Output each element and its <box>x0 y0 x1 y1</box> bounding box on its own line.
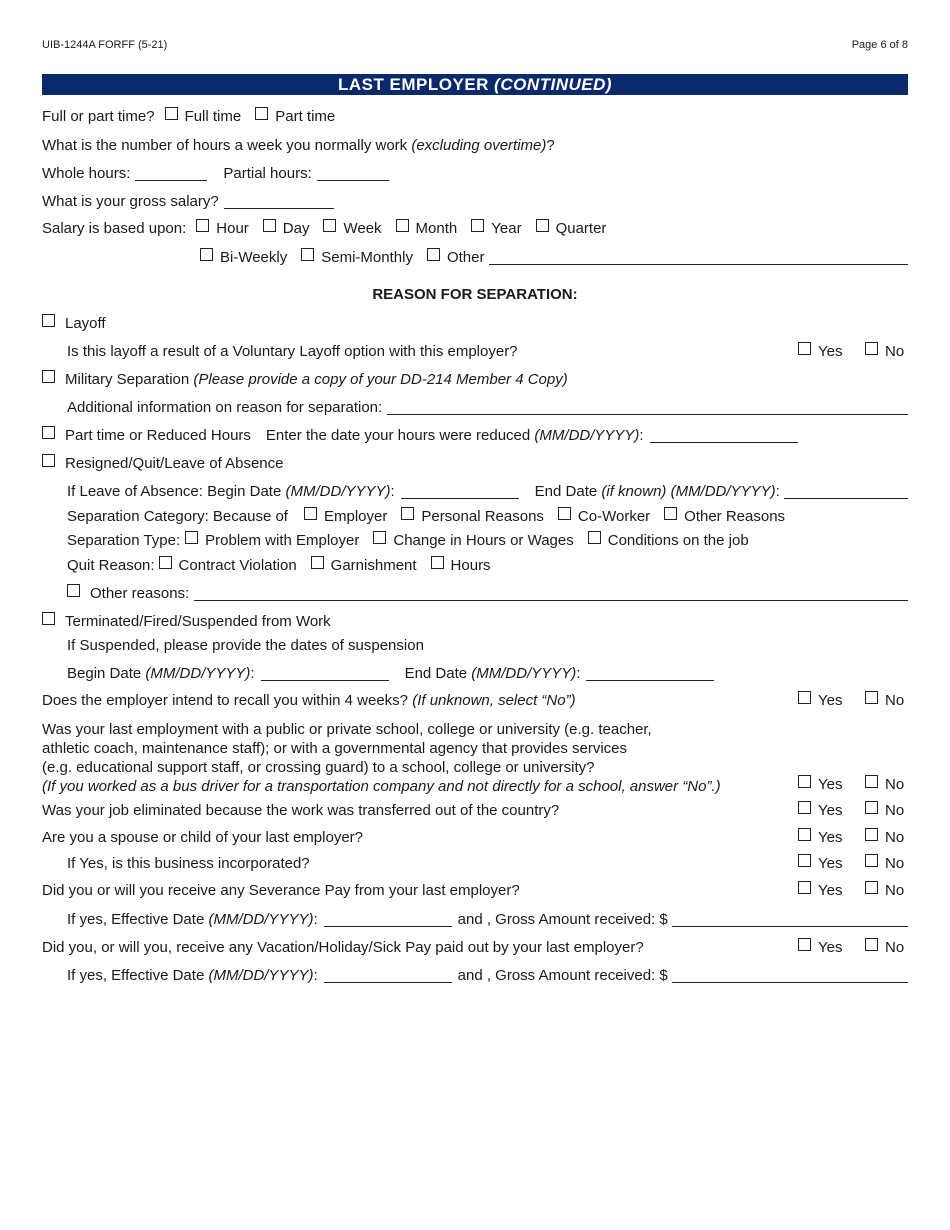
salary-semimonthly-checkbox[interactable] <box>301 248 314 261</box>
loa-end-field[interactable] <box>784 483 908 499</box>
hours-question <box>42 134 555 156</box>
loa-end-format: (if known) (MM/DD/YYYY) <box>601 482 776 500</box>
additional-info-row <box>67 396 908 418</box>
type-problem-employer-label: Problem with Employer <box>205 531 360 549</box>
separation-category-label: Separation Category: Because of <box>67 507 288 525</box>
recall-yes-checkbox[interactable] <box>798 691 811 704</box>
severance-question: Did you or will you receive any Severance Pay from your last employer? <box>42 881 520 899</box>
section-title-continued: (CONTINUED) <box>494 75 613 94</box>
spouse-yes-checkbox[interactable] <box>798 828 811 841</box>
no-label: No <box>885 881 905 899</box>
recall-question <box>42 689 576 711</box>
no-label: No <box>885 801 905 819</box>
separation-type-label: Separation Type: <box>67 531 181 549</box>
type-change-hours-checkbox[interactable] <box>373 531 386 544</box>
gross-salary-field[interactable] <box>224 193 334 209</box>
suspension-end-format: (MM/DD/YYYY) <box>471 664 577 682</box>
salary-year-label: Year <box>491 219 522 237</box>
reduced-date-field[interactable] <box>650 427 798 443</box>
yes-label: Yes <box>818 342 843 360</box>
yes-label: Yes <box>818 691 843 709</box>
voluntary-layoff-no-checkbox[interactable] <box>865 342 878 355</box>
layoff-label: Layoff <box>65 314 106 332</box>
military-note: (Please provide a copy of your DD-214 Member 4 Copy) <box>193 370 568 388</box>
full-time-label: Full time <box>184 107 242 125</box>
no-label: No <box>885 775 905 793</box>
type-change-hours-label: Change in Hours or Wages <box>393 531 574 549</box>
quit-hours-checkbox[interactable] <box>431 556 444 569</box>
other-reasons-row <box>67 582 908 604</box>
yes-label: Yes <box>818 801 843 819</box>
terminated-label: Terminated/Fired/Suspended from Work <box>65 612 331 630</box>
spouse-question: Are you a spouse or child of your last employer? <box>42 828 363 846</box>
suspension-begin-format: (MM/DD/YYYY) <box>145 664 251 682</box>
salary-quarter-label: Quarter <box>555 219 607 237</box>
school-question <box>42 720 721 796</box>
vacation-question: Did you, or will you, receive any Vacation/Holiday/Sick Pay paid out by your last employer? <box>42 938 644 956</box>
colon: : <box>250 664 255 682</box>
form-id: UIB-1244A FORFF (5-21) <box>42 39 168 51</box>
partial-hours-label: Partial hours: <box>223 164 312 182</box>
recall-question-text: Does the employer intend to recall you within 4 weeks? <box>42 691 409 709</box>
yes-label: Yes <box>818 938 843 956</box>
school-question-line-1: Was your last employment with a public or private school, college or university (e.g. teacher, <box>42 721 652 738</box>
yes-label: Yes <box>818 881 843 899</box>
incorporated-no-checkbox[interactable] <box>865 854 878 867</box>
salary-day-label: Day <box>282 219 310 237</box>
severance-yes-checkbox[interactable] <box>798 881 811 894</box>
spouse-yes-no <box>798 826 910 848</box>
incorporated-yes-checkbox[interactable] <box>798 854 811 867</box>
reason-for-separation-heading: REASON FOR SEPARATION: <box>372 286 578 303</box>
no-label: No <box>885 854 905 872</box>
resigned-label: Resigned/Quit/Leave of Absence <box>65 454 284 472</box>
no-label: No <box>885 691 905 709</box>
suspension-end-label: End Date <box>404 664 468 682</box>
severance-date-field[interactable] <box>324 911 452 927</box>
vacation-gross-label: and , Gross Amount received: $ <box>457 966 668 984</box>
quit-garnishment-label: Garnishment <box>330 556 417 574</box>
category-personal-label: Personal Reasons <box>421 507 544 525</box>
severance-effective-label: If yes, Effective Date <box>67 910 205 928</box>
category-other-label: Other Reasons <box>684 507 786 525</box>
loa-begin-label: If Leave of Absence: Begin Date <box>67 482 282 500</box>
salary-week-checkbox[interactable] <box>323 219 336 232</box>
voluntary-layoff-yes-checkbox[interactable] <box>798 342 811 355</box>
school-question-line-3: (e.g. educational support staff, or crossing guard) to a school, college or university? <box>42 759 595 776</box>
category-employer-checkbox[interactable] <box>304 507 317 520</box>
terminated-row <box>42 610 331 632</box>
salary-month-label: Month <box>415 219 458 237</box>
terminated-checkbox[interactable] <box>42 612 55 625</box>
colon: : <box>775 482 780 500</box>
type-conditions-checkbox[interactable] <box>588 531 601 544</box>
severance-yes-no <box>798 879 910 901</box>
voluntary-layoff-yes-no <box>798 340 910 362</box>
resigned-row <box>42 452 283 474</box>
school-yes-no <box>798 773 910 795</box>
category-other-checkbox[interactable] <box>664 507 677 520</box>
severance-gross-label: and , Gross Amount received: $ <box>457 910 668 928</box>
category-employer-label: Employer <box>323 507 388 525</box>
voluntary-layoff-question: Is this layoff a result of a Voluntary Layoff option with this employer? <box>67 342 518 360</box>
layoff-row <box>42 312 106 334</box>
additional-info-field[interactable] <box>387 399 908 415</box>
salary-hour-checkbox[interactable] <box>196 219 209 232</box>
category-coworker-label: Co-Worker <box>577 507 651 525</box>
salary-other-field[interactable] <box>489 249 908 265</box>
quit-garnishment-checkbox[interactable] <box>311 556 324 569</box>
salary-basis-label: Salary is based upon: <box>42 219 187 237</box>
yes-label: Yes <box>818 775 843 793</box>
eliminated-no-checkbox[interactable] <box>865 801 878 814</box>
reduced-date-format: (MM/DD/YYYY) <box>534 426 640 444</box>
vacation-amount-field[interactable] <box>672 967 908 983</box>
part-time-checkbox[interactable] <box>255 107 268 120</box>
recall-question-note: (If unknown, select “No”) <box>412 691 576 709</box>
quit-contract-checkbox[interactable] <box>159 556 172 569</box>
salary-hour-label: Hour <box>216 219 249 237</box>
hours-question-mark: ? <box>546 136 555 154</box>
suspension-end-field[interactable] <box>586 665 714 681</box>
vacation-effective-label: If yes, Effective Date <box>67 966 205 984</box>
salary-basis-row-1 <box>42 217 620 239</box>
hours-question-text: What is the number of hours a week you normally work <box>42 136 408 154</box>
no-label: No <box>885 938 905 956</box>
suspended-note: If Suspended, please provide the dates of suspension <box>67 636 424 654</box>
reduced-date-label: Enter the date your hours were reduced <box>265 426 531 444</box>
type-problem-employer-checkbox[interactable] <box>185 531 198 544</box>
salary-other-label: Other <box>446 248 485 266</box>
suspension-dates-row <box>67 662 714 684</box>
other-reasons-label: Other reasons: <box>90 584 190 602</box>
vacation-details-row <box>67 964 908 986</box>
reduced-hours-row <box>42 424 798 446</box>
colon: : <box>576 664 581 682</box>
military-label: Military Separation <box>65 370 190 388</box>
other-reasons-checkbox[interactable] <box>67 584 80 597</box>
full-time-checkbox[interactable] <box>165 107 178 120</box>
salary-biweekly-checkbox[interactable] <box>200 248 213 261</box>
suspension-begin-label: Begin Date <box>67 664 142 682</box>
recall-yes-no <box>798 689 910 711</box>
vacation-yes-checkbox[interactable] <box>798 938 811 951</box>
page-number: Page 6 of 8 <box>851 39 908 51</box>
partial-hours-field[interactable] <box>317 165 389 181</box>
job-eliminated-yes-no <box>798 799 910 821</box>
reduced-hours-checkbox[interactable] <box>42 426 55 439</box>
whole-hours-label: Whole hours: <box>42 164 131 182</box>
salary-row <box>42 190 334 212</box>
vacation-date-field[interactable] <box>324 967 452 983</box>
category-coworker-checkbox[interactable] <box>558 507 571 520</box>
category-personal-checkbox[interactable] <box>401 507 414 520</box>
resigned-checkbox[interactable] <box>42 454 55 467</box>
reduced-hours-label: Part time or Reduced Hours <box>65 426 251 444</box>
incorporated-question: If Yes, is this business incorporated? <box>67 854 310 872</box>
quit-hours-label: Hours <box>450 556 491 574</box>
salary-other-checkbox[interactable] <box>427 248 440 261</box>
section-title-band <box>42 74 908 95</box>
salary-biweekly-label: Bi-Weekly <box>220 248 288 266</box>
severance-no-checkbox[interactable] <box>865 881 878 894</box>
gross-salary-label: What is your gross salary? <box>42 192 219 210</box>
salary-basis-row-2 <box>200 246 908 268</box>
separation-type-row <box>67 529 763 551</box>
salary-week-label: Week <box>343 219 382 237</box>
quit-reason-label: Quit Reason: <box>67 556 155 574</box>
additional-info-label: Additional information on reason for separation: <box>67 398 383 416</box>
job-eliminated-question: Was your job eliminated because the work was transferred out of the country? <box>42 801 560 819</box>
separation-category-row <box>67 505 799 527</box>
spouse-no-checkbox[interactable] <box>865 828 878 841</box>
school-question-line-2: athletic coach, maintenance staff); or with a governmental agency that provides services <box>42 740 628 757</box>
hours-question-italic: (excluding overtime) <box>411 136 547 154</box>
salary-year-checkbox[interactable] <box>471 219 484 232</box>
type-conditions-label: Conditions on the job <box>607 531 749 549</box>
school-question-note: (If you worked as a bus driver for a transportation company and not directly for a school, answer “No”.) <box>42 778 721 795</box>
salary-day-checkbox[interactable] <box>263 219 276 232</box>
full-part-row <box>42 105 349 127</box>
loa-begin-field[interactable] <box>401 483 519 499</box>
colon: : <box>313 966 318 984</box>
no-label: No <box>885 342 905 360</box>
whole-hours-field[interactable] <box>135 165 207 181</box>
layoff-checkbox[interactable] <box>42 314 55 327</box>
loa-begin-format: (MM/DD/YYYY) <box>285 482 391 500</box>
suspension-begin-field[interactable] <box>261 665 389 681</box>
colon: : <box>639 426 644 444</box>
incorporated-yes-no <box>798 852 910 874</box>
military-row <box>42 368 568 390</box>
other-reasons-field[interactable] <box>194 585 908 601</box>
vacation-yes-no <box>798 936 910 958</box>
quit-reason-row <box>67 554 505 576</box>
severance-details-row <box>67 908 908 930</box>
colon: : <box>313 910 318 928</box>
severance-amount-field[interactable] <box>672 911 908 927</box>
full-part-question: Full or part time? <box>42 107 155 125</box>
section-title: LAST EMPLOYER <box>337 75 495 94</box>
yes-label: Yes <box>818 828 843 846</box>
no-label: No <box>885 828 905 846</box>
hours-fields-row <box>42 162 389 184</box>
eliminated-yes-checkbox[interactable] <box>798 801 811 814</box>
salary-semimonthly-label: Semi-Monthly <box>321 248 413 266</box>
loa-end-label: End Date <box>534 482 598 500</box>
yes-label: Yes <box>818 854 843 872</box>
school-no-checkbox[interactable] <box>865 775 878 788</box>
salary-quarter-checkbox[interactable] <box>536 219 549 232</box>
quit-contract-label: Contract Violation <box>178 556 297 574</box>
vacation-effective-format: (MM/DD/YYYY) <box>208 966 314 984</box>
colon: : <box>390 482 395 500</box>
military-checkbox[interactable] <box>42 370 55 383</box>
school-yes-checkbox[interactable] <box>798 775 811 788</box>
recall-no-checkbox[interactable] <box>865 691 878 704</box>
leave-of-absence-row <box>67 480 908 502</box>
part-time-label: Part time <box>275 107 336 125</box>
severance-effective-format: (MM/DD/YYYY) <box>208 910 314 928</box>
salary-month-checkbox[interactable] <box>396 219 409 232</box>
vacation-no-checkbox[interactable] <box>865 938 878 951</box>
